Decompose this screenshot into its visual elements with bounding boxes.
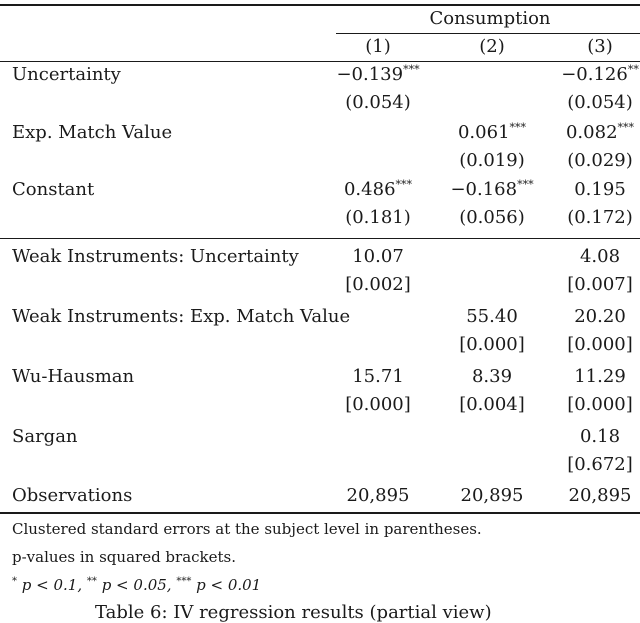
test-p-cell: [0.000] <box>567 334 633 355</box>
coef-cell: −0.139*** <box>336 63 420 85</box>
coef-cell: 0.195 <box>574 179 626 200</box>
test-label-weak-exp-match: Weak Instruments: Exp. Match Value <box>12 306 351 327</box>
test-label-wu-hausman: Wu-Hausman <box>12 366 135 387</box>
table-caption: Table 6: IV regression results (partial view) <box>95 602 492 623</box>
coef-cell: −0.126** <box>561 63 639 85</box>
row-label-constant: Constant <box>12 179 95 200</box>
se-cell: (0.181) <box>345 207 411 228</box>
se-cell: (0.054) <box>567 92 633 113</box>
column-header-2: (2) <box>479 36 505 57</box>
note-clustered-se: Clustered standard errors at the subject level in parentheses. <box>12 520 482 538</box>
test-stat-cell: 4.08 <box>579 246 621 267</box>
observations-cell: 20,895 <box>460 485 524 506</box>
row-label-uncertainty: Uncertainty <box>12 64 121 85</box>
top-rule <box>0 4 640 6</box>
test-stat-cell: 0.18 <box>579 426 621 447</box>
test-stat-cell: 20.20 <box>574 306 626 327</box>
observations-cell: 20,895 <box>346 485 410 506</box>
test-p-cell: [0.000] <box>345 394 411 415</box>
test-stat-cell: 11.29 <box>574 366 626 387</box>
column-header-3: (3) <box>587 36 613 57</box>
row-label-exp-match-value: Exp. Match Value <box>12 122 173 143</box>
observations-cell: 20,895 <box>568 485 632 506</box>
se-cell: (0.172) <box>567 207 633 228</box>
test-p-cell: [0.672] <box>567 454 633 475</box>
mid-rule <box>0 238 640 239</box>
group-cmidrule <box>336 33 640 34</box>
test-stat-cell: 15.71 <box>352 366 404 387</box>
test-p-cell: [0.002] <box>345 274 411 295</box>
note-pvalues: p-values in squared brackets. <box>12 548 237 566</box>
se-cell: (0.019) <box>459 150 525 171</box>
test-stat-cell: 10.07 <box>352 246 404 267</box>
test-p-cell: [0.007] <box>567 274 633 295</box>
group-header: Consumption <box>429 8 551 29</box>
se-cell: (0.029) <box>567 150 633 171</box>
coef-cell: 0.082*** <box>565 121 635 143</box>
header-rule <box>0 61 640 62</box>
test-label-sargan: Sargan <box>12 426 78 447</box>
test-p-cell: [0.004] <box>459 394 525 415</box>
coef-cell: 0.486*** <box>343 178 413 200</box>
coef-cell: −0.168*** <box>450 178 534 200</box>
row-label-observations: Observations <box>12 485 133 506</box>
column-header-1: (1) <box>365 36 391 57</box>
se-cell: (0.056) <box>459 207 525 228</box>
coef-cell: 0.061*** <box>457 121 527 143</box>
bottom-rule <box>0 512 640 514</box>
test-label-weak-uncertainty: Weak Instruments: Uncertainty <box>12 246 299 267</box>
test-p-cell: [0.000] <box>567 394 633 415</box>
se-cell: (0.054) <box>345 92 411 113</box>
test-stat-cell: 55.40 <box>466 306 518 327</box>
test-stat-cell: 8.39 <box>471 366 513 387</box>
test-p-cell: [0.000] <box>459 334 525 355</box>
note-significance-stars: * p < 0.1, ** p < 0.05, *** p < 0.01 <box>12 576 262 594</box>
